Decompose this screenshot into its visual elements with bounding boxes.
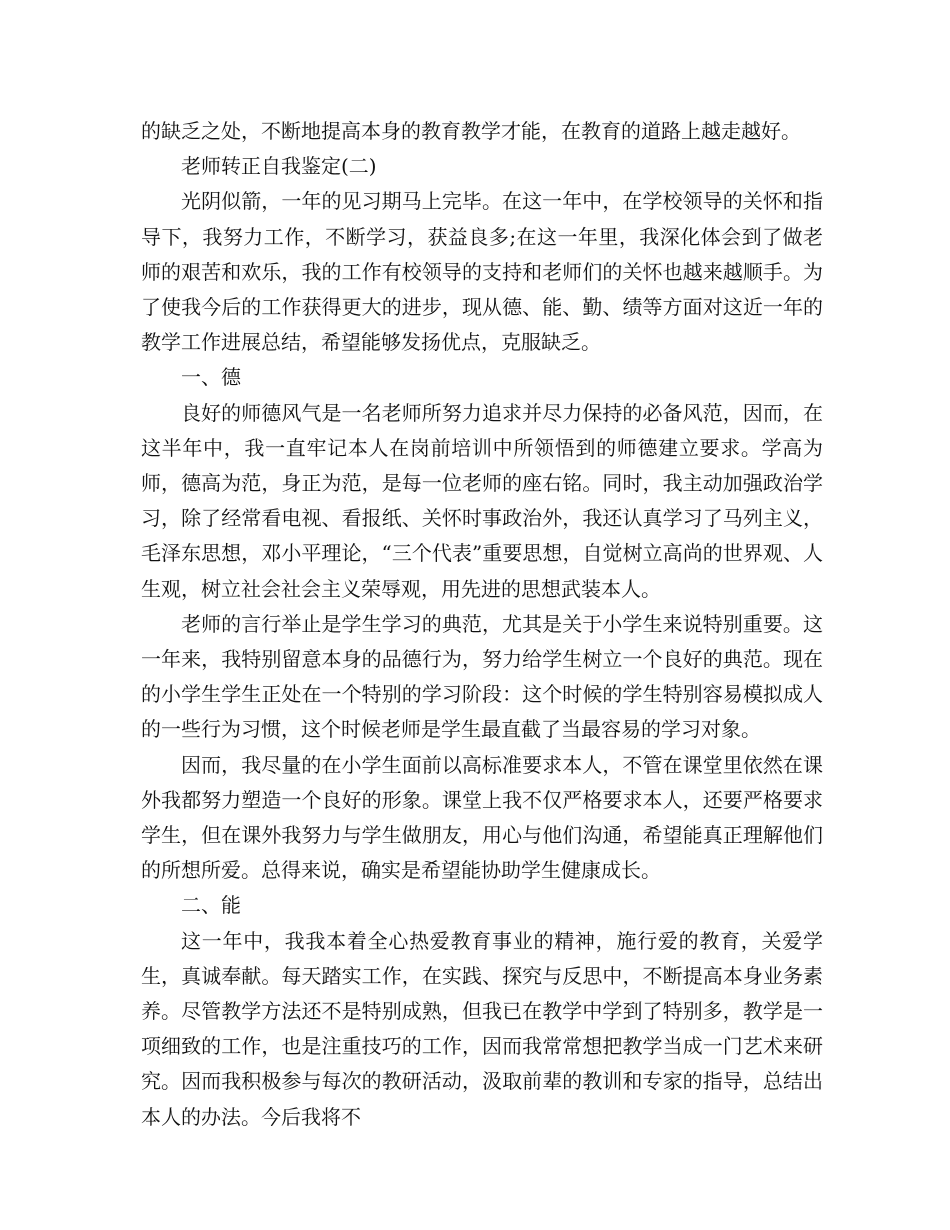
heading-ability: 二、能 <box>181 893 241 918</box>
paragraph-intro: 光阴似箭，一年的见习期马上完毕。在这一年中，在学校领导的关怀和指导下，我努力工作，不断学习，获益良多;在这一年里，我深化体会到了做老师的艰苦和欢乐，我的工作有校领导的支持和老师们的关怀也越来越顺手。为了使我今后的工作获得更大的进步，现从德、能、勤、绩等方面对这近一年的教学工作进展总结，希望能够发扬优点，克服缺乏。 <box>141 189 823 355</box>
paragraph-morality-3: 因而，我尽量的在小学生面前以高标准要求本人，不管在课堂里依然在课外我都努力塑造一个良好的形象。课堂上我不仅严格要求本人，还要严格要求学生，但在课外我努力与学生做朋友，用心与他们沟通，希望能真正理解他们的所想所爱。总得来说，确实是希望能协助学生健康成长。 <box>141 752 823 883</box>
document-body <box>141 114 823 1135</box>
paragraph-morality-1: 良好的师德风气是一名老师所努力追求并尽力保持的必备风范，因而，在这半年中，我一直牢记本人在岗前培训中所领悟到的师德建立要求。学高为师，德高为范，身正为范，是每一位老师的座右铭。同时，我主动加强政治学习，除了经常看电视、看报纸、关怀时事政治外，我还认真学习了马列主义，毛泽东思想，邓小平理论，“三个代表”重要思想，自觉树立高尚的世界观、人生观，树立社会社会主义荣辱观，用先进的思想武装本人。 <box>141 400 823 601</box>
section-title: 老师转正自我鉴定(二) <box>181 154 377 179</box>
paragraph-ability-1: 这一年中，我我本着全心热爱教育事业的精神，施行爱的教育，关爱学生，真诚奉献。每天踏实工作，在实践、探究与反思中，不断提高本身业务素养。尽管教学方法还不是特别成熟，但我已在教学中学到了特别多，教学是一项细致的工作，也是注重技巧的工作，因而我常常想把教学当成一门艺术来研究。因而我积极参与每次的教研活动，汲取前辈的教训和专家的指导，总结出本人的办法。今后我将不 <box>141 928 823 1129</box>
heading-morality: 一、德 <box>181 365 241 390</box>
paragraph-continuation: 的缺乏之处，不断地提高本身的教育教学才能，在教育的道路上越走越好。 <box>141 119 801 143</box>
paragraph-morality-2: 老师的言行举止是学生学习的典范，尤其是关于小学生来说特别重要。这一年来，我特别留意本身的品德行为，努力给学生树立一个良好的典范。现在的小学生学生正处在一个特别的学习阶段：这个时候的学生特别容易模拟成人的一些行为习惯，这个时候老师是学生最直截了当最容易的学习对象。 <box>141 611 823 742</box>
